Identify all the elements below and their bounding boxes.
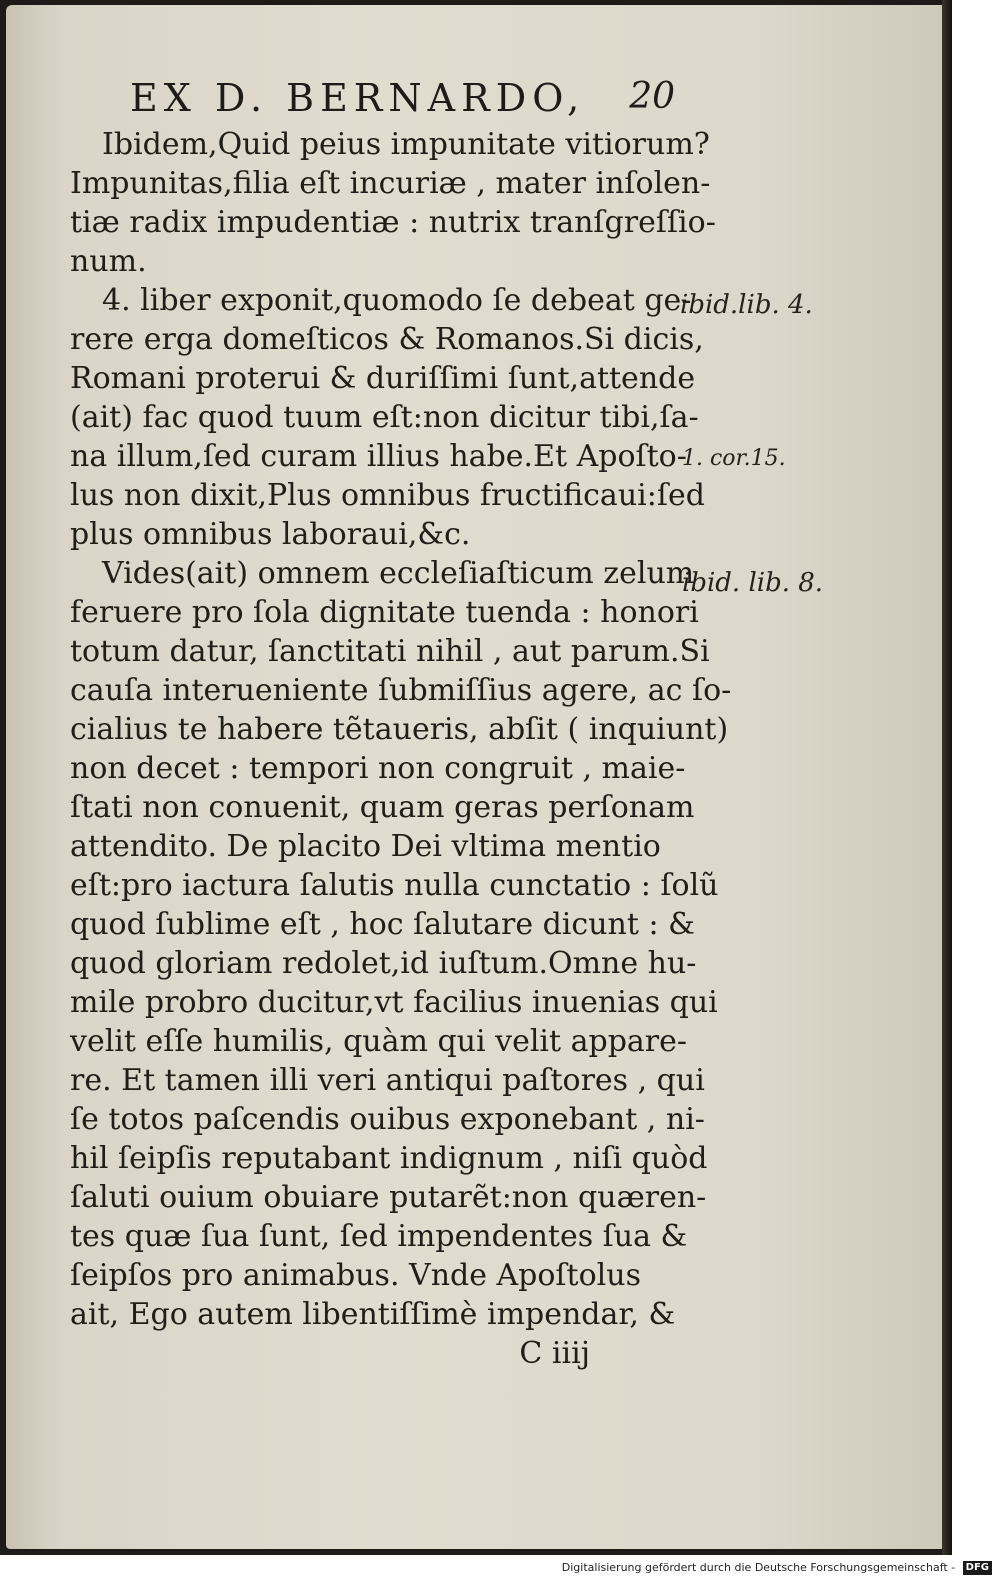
text-line: ſe totos paſcendis ouibus exponebant , ni- (70, 1102, 705, 1137)
margin-note: ibid. lib. 8. (682, 568, 824, 598)
page-number: 20 (629, 76, 675, 117)
text-line: tiæ radix impudentiæ : nutrix tranſgreſſio- (70, 205, 716, 240)
text-line: non decet : tempori non congruit , maie- (70, 751, 686, 786)
book-edge (942, 0, 952, 1555)
text-line: quod gloriam redolet,id iuſtum.Omne hu- (70, 946, 697, 981)
margin-note: ibid.lib. 4. (680, 290, 813, 320)
text-line: quod ſublime eſt , hoc ſalutare dicunt : & (70, 907, 695, 942)
footer-credit-text: Digitalisierung gefördert durch die Deutsche Forschungsgemeinschaft - (561, 1561, 956, 1574)
text-line: ſaluti ouium obuiare putarẽt:non quæren- (70, 1180, 707, 1215)
text-line: ſeipſos pro animabus. Vnde Apoſtolus (70, 1258, 641, 1293)
text-line: eſt:pro iactura ſalutis nulla cunctatio : ſolũ (70, 868, 719, 903)
text-line: Ibidem,Quid peius impunitate vitiorum? (102, 127, 710, 162)
catchword: C iiij (519, 1336, 590, 1371)
text-line: ait, Ego autem libentiſſimè impendar, & (70, 1297, 676, 1332)
text-line: lus non dixit,Plus omnibus fructificaui:ſed (70, 478, 705, 513)
text-line: Romani proterui & duriſſimi ſunt,attende (70, 361, 696, 396)
text-line: Impunitas,filia eſt incuriæ , mater inſolen- (70, 166, 711, 201)
text-line: tes quæ ſua ſunt, ſed impendentes ſua & (70, 1219, 688, 1254)
body-text (70, 125, 732, 1373)
running-head-title: EX D. BERNARDO, (130, 76, 586, 120)
text-line: cauſa interueniente ſubmiſſius agere, ac ſo- (70, 673, 732, 708)
text-line: hil ſeipſis reputabant indignum , niſi quòd (70, 1141, 708, 1176)
text-line: rere erga domeſticos & Romanos.Si dicis, (70, 322, 704, 357)
text-line: num. (70, 244, 147, 279)
text-line: na illum,ſed curam illius habe.Et Apoſto- (70, 439, 687, 474)
text-line: feruere pro ſola dignitate tuenda : honori (70, 595, 699, 630)
text-line: (ait) fac quod tuum eſt:non dicitur tibi,ſa- (70, 400, 699, 435)
footer-credit (562, 1559, 992, 1577)
text-line: totum datur, ſanctitati nihil , aut parum.Si (70, 634, 710, 669)
margin-note: 1. cor.15. (682, 446, 786, 471)
text-line: Vides(ait) omnem eccleſiaſticum zelum (102, 556, 695, 591)
text-line: re. Et tamen illi veri antiqui paſtores , qui (70, 1063, 705, 1098)
dfg-logo: DFG (963, 1561, 992, 1575)
text-line: attendito. De placito Dei vltima mentio (70, 829, 661, 864)
text-line: ſtati non conuenit, quam geras perſonam (70, 790, 695, 825)
text-line: cialius te habere tẽtaueris, abſit ( inquiunt) (70, 712, 729, 747)
text-line: 4. liber exponit,quomodo ſe debeat ge- (102, 283, 692, 318)
text-line: mile probro ducitur,vt facilius inuenias qui (70, 985, 718, 1020)
text-line: plus omnibus laboraui,&c. (70, 517, 471, 552)
running-head (130, 76, 675, 126)
text-line: velit eſſe humilis, quàm qui velit appare- (70, 1024, 688, 1059)
